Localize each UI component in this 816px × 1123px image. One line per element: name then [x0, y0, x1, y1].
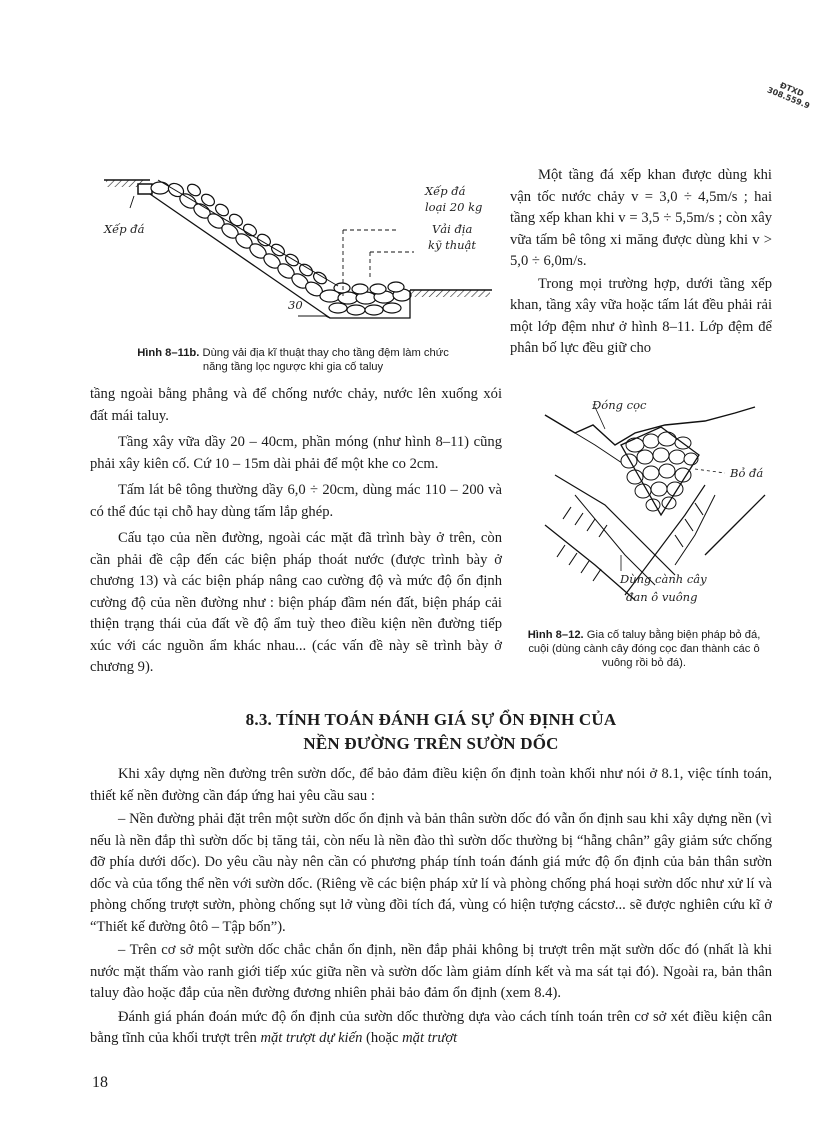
left-para-cont: tầng ngoài bằng phẳng và để chống nước chảy, nước lên xuống xói đất mái taluy.: [90, 386, 502, 424]
label-vai-dia: Vải địa: [432, 222, 473, 236]
corner-stamp: ĐTXD 308.559.9: [765, 80, 811, 111]
caption-text: Gia cố taluy bằng biện pháp bỏ đá, cuội (dùng cành cây đóng cọc đan thành các ô vuông rồi bỏ đá).: [528, 629, 761, 669]
left-para-cau-tao: Cấu tạo của nền đường, ngoài các mặt đã trình bày ở trên, còn cần phải đề cập đến các biện pháp thoát nước (được trình bày ở chương 13) và các biện pháp nâng cao cường độ và mức độ ổn định cường độ của nền đường như : biện pháp đầm nén đất, biện pháp cải thiện trạng thái của đất về độ ẩm tuỳ theo điều kiện nền đường tiếp xúc với các nguồn ẩm khác nhau... (các vấn đề này sẽ trình bày ở chương 9).: [90, 530, 502, 675]
label-loai-20kg: loại 20 kg: [425, 200, 483, 214]
em-mat-truot-du-kien: mặt trượt dự kiến: [260, 1030, 363, 1046]
heading-line-2: NỀN ĐƯỜNG TRÊN SƯỜN DỐC: [303, 734, 559, 753]
label-dim-30: 30: [288, 298, 303, 312]
caption-label: Hình 8–12.: [527, 629, 584, 641]
stone-cluster: [621, 432, 698, 511]
heading-line-1: 8.3. TÍNH TOÁN ĐÁNH GIÁ SỰ ỔN ĐỊNH CỦA: [245, 710, 617, 729]
ground-hatch-right: [410, 290, 490, 297]
figure-8-11b-caption: [128, 346, 458, 374]
right-para-1: Một tầng đá xếp khan được dùng khi vận tốc nước chảy v = 3,0 ÷ 4,5m/s ; hai tầng xếp khan khi v = 3,5 ÷ 5,5m/s ; còn xây vữa tấm bê tông xi măng được dùng khi v > 5,0 ÷ 6,0m/s.: [510, 167, 772, 269]
section-body: [90, 764, 772, 1050]
left-column: [90, 384, 502, 679]
section-para-4: Đánh giá phán đoán mức độ ổn định của sườn dốc thường dựa vào cách tính toán trên cơ sở xét điều kiện cân bằng tĩnh của khối trượt trên mặt trượt dự kiến (hoặc mặt trượt: [90, 1008, 772, 1046]
section-para-2: – Nền đường phải đặt trên một sườn dốc ổn định và bản thân sườn dốc đó vẫn ổn định sau khi xây dựng nền (vì nếu là nền đắp thì sườn dốc bị tăng tải, còn nếu là nền đào thì sườn dốc thường bị “hẫng chân” gây giảm sức chống đỡ phía dưới dốc). Do yêu cầu này nên cần có phương pháp tính toán đánh giá mức độ ổn định của bản thân sườn dốc và của tổng thể nền với sườn dốc. (Riêng về các biện pháp xử lí và phòng chống phá hoại sườn dốc như xử lí và phòng chống trượt sườn, phòng chống sụt lở vùng đồi tích đá, vùng có hiện tượng cácstơ... sẽ được nghiên cứu kĩ ở “Thiết kế đường ôtô – Tập bốn”).: [90, 811, 772, 935]
label-dan-o-vuong: đan ô vuông: [626, 590, 698, 604]
section-para-3: – Trên cơ sở một sườn dốc chắc chắn ổn định, nền đắp phải không bị trượt trên mặt sườn dốc đó (nhất là khi nước mặt thấm vào ranh giới tiếp xúc giữa nền và sườn dốc làm giảm dính kết và ma sát tại đó). Ngoài ra, bản thân taluy đào hoặc đắp của nền đường đương nhiên phải bảo đảm ổn định (xem 8.4).: [90, 942, 772, 1001]
caption-label: Hình 8–11b.: [137, 347, 200, 359]
label-dung-canh-cay: Dùng cành cây: [620, 572, 707, 586]
figure-8-12-caption: [516, 628, 772, 670]
stone-layer: [151, 181, 411, 315]
label-bo-da: Bỏ đá: [730, 466, 764, 480]
label-xep-da-right: Xếp đá: [425, 184, 466, 198]
section-para-1: Khi xây dựng nền đường trên sườn dốc, để bảo đảm điều kiện ổn định toàn khối như nói ở 8.1, việc tính toán, thiết kế nền đường cần đáp ứng hai yêu cầu sau :: [90, 766, 772, 804]
label-dong-coc: Đóng cọc: [592, 398, 647, 412]
label-ky-thuat: kỹ thuật: [428, 238, 477, 252]
section-heading: [90, 708, 772, 756]
page-number: 18: [92, 1074, 108, 1091]
right-column: [510, 165, 772, 360]
left-para-xay-vua: Tầng xây vữa dầy 20 – 40cm, phần móng (như hình 8–11) cũng phải xây kiên cố. Cứ 10 – 15m dài phải để một khe co 2cm.: [90, 434, 502, 472]
label-xep-da-left: Xếp đá: [104, 222, 145, 236]
left-para-tam-lat: Tấm lát bê tông thường dầy 6,0 ÷ 20cm, dùng mác 110 – 200 và có thể đúc tại chỗ hay dùng tấm lắp ghép.: [90, 482, 502, 520]
caption-text: Dùng vải địa kĩ thuật thay cho tầng đệm làm chức năng tầng lọc ngược khi gia cố taluy: [202, 347, 449, 373]
right-para-2: Trong mọi trường hợp, dưới tầng xếp khan, tầng xây vữa hoặc tấm lát đều phải rải một lớp đệm như ở hình 8–11. Lớp đệm để phân bố lực đều giữ cho: [510, 275, 772, 356]
em-mat-truot: mặt trượt: [402, 1030, 458, 1046]
